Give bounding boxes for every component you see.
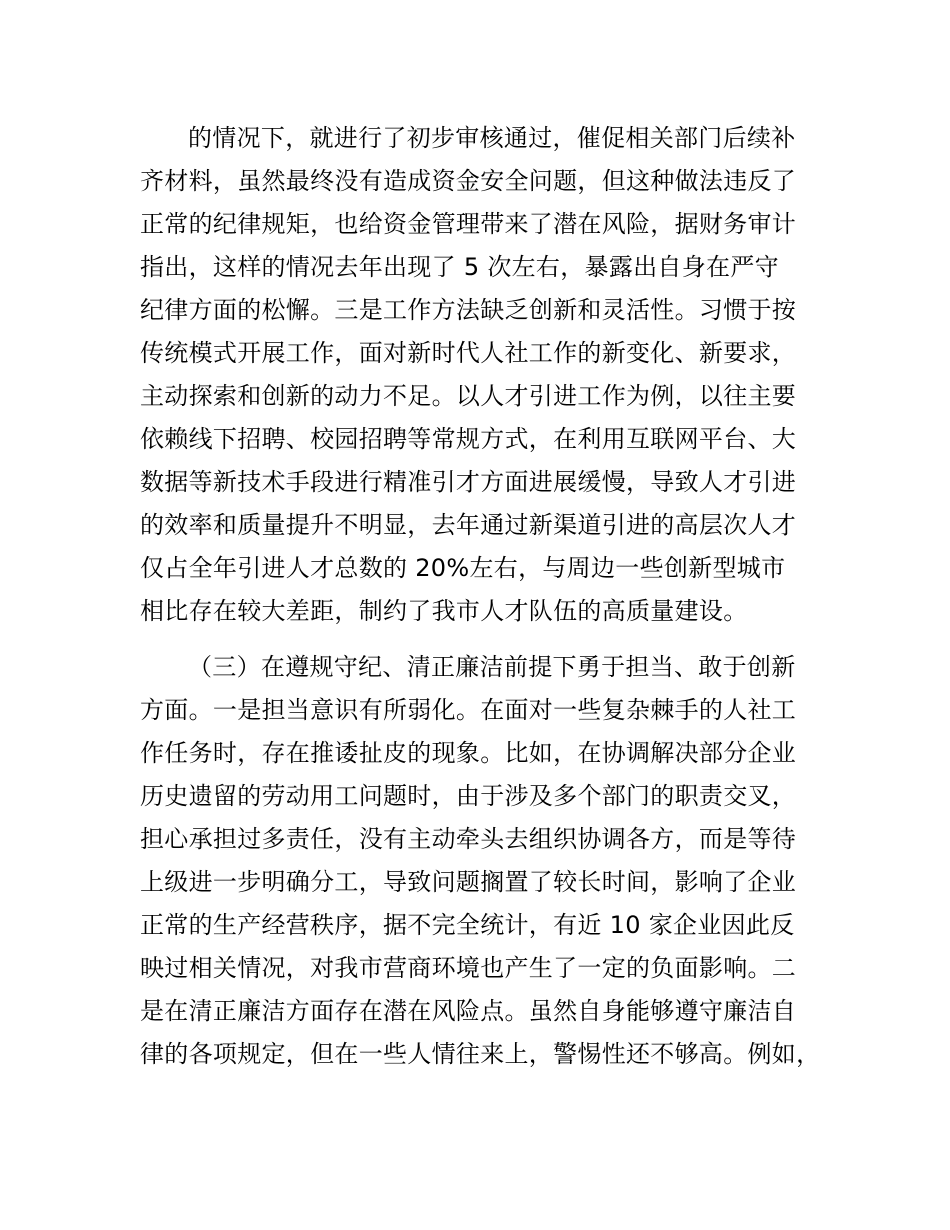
paragraph-line: 律的各项规定，但在一些人情往来上，警惕性还不够高。例如， (140, 1040, 821, 1068)
paragraph-line: 传统模式开展工作，面对新时代人社工作的新变化、新要求， (140, 339, 797, 367)
paragraph-line: 相比存在较大差距，制约了我市人才队伍的高质量建设。 (140, 597, 748, 625)
section-heading-line: （三）在遵规守纪、清正廉洁前提下勇于担当、敢于创新 (188, 653, 796, 681)
paragraph-line: 担心承担过多责任，没有主动牵头去组织协调各方，而是等待 (140, 825, 797, 853)
paragraph-line: 仅占全年引进人才总数的 20%左右，与周边一些创新型城市 (140, 554, 786, 582)
paragraph-line: 指出，这样的情况去年出现了 5 次左右，暴露出自身在严守 (140, 253, 779, 281)
paragraph-line: 作任务时，存在推诿扯皮的现象。比如，在协调解决部分企业 (140, 739, 797, 767)
paragraph-line: 正常的生产经营秩序，据不完全统计，有近 10 家企业因此反 (140, 911, 795, 939)
paragraph-line: 是在清正廉洁方面存在潜在风险点。虽然自身能够遵守廉洁自 (140, 997, 797, 1025)
paragraph-line: 纪律方面的松懈。三是工作方法缺乏创新和灵活性。习惯于按 (140, 296, 797, 324)
paragraph-line: 方面。一是担当意识有所弱化。在面对一些复杂棘手的人社工 (140, 696, 797, 724)
paragraph-line: 历史遗留的劳动用工问题时，由于涉及多个部门的职责交叉， (140, 782, 797, 810)
paragraph-line: 齐材料，虽然最终没有造成资金安全问题，但这种做法违反了 (140, 167, 797, 195)
paragraph-line: 上级进一步明确分工，导致问题搁置了较长时间，影响了企业 (140, 868, 797, 896)
paragraph-line: 主动探索和创新的动力不足。以人才引进工作为例，以往主要 (140, 382, 797, 410)
paragraph-line: 数据等新技术手段进行精准引才方面进展缓慢，导致人才引进 (140, 468, 797, 496)
paragraph-line: 的效率和质量提升不明显，去年通过新渠道引进的高层次人才 (140, 511, 797, 539)
paragraph-line: 依赖线下招聘、校园招聘等常规方式，在利用互联网平台、大 (140, 425, 797, 453)
paragraph-line: 正常的纪律规矩，也给资金管理带来了潜在风险，据财务审计 (140, 210, 797, 238)
paragraph-line: 映过相关情况，对我市营商环境也产生了一定的负面影响。二 (140, 954, 797, 982)
paragraph-line: 的情况下，就进行了初步审核通过，催促相关部门后续补 (188, 124, 796, 152)
